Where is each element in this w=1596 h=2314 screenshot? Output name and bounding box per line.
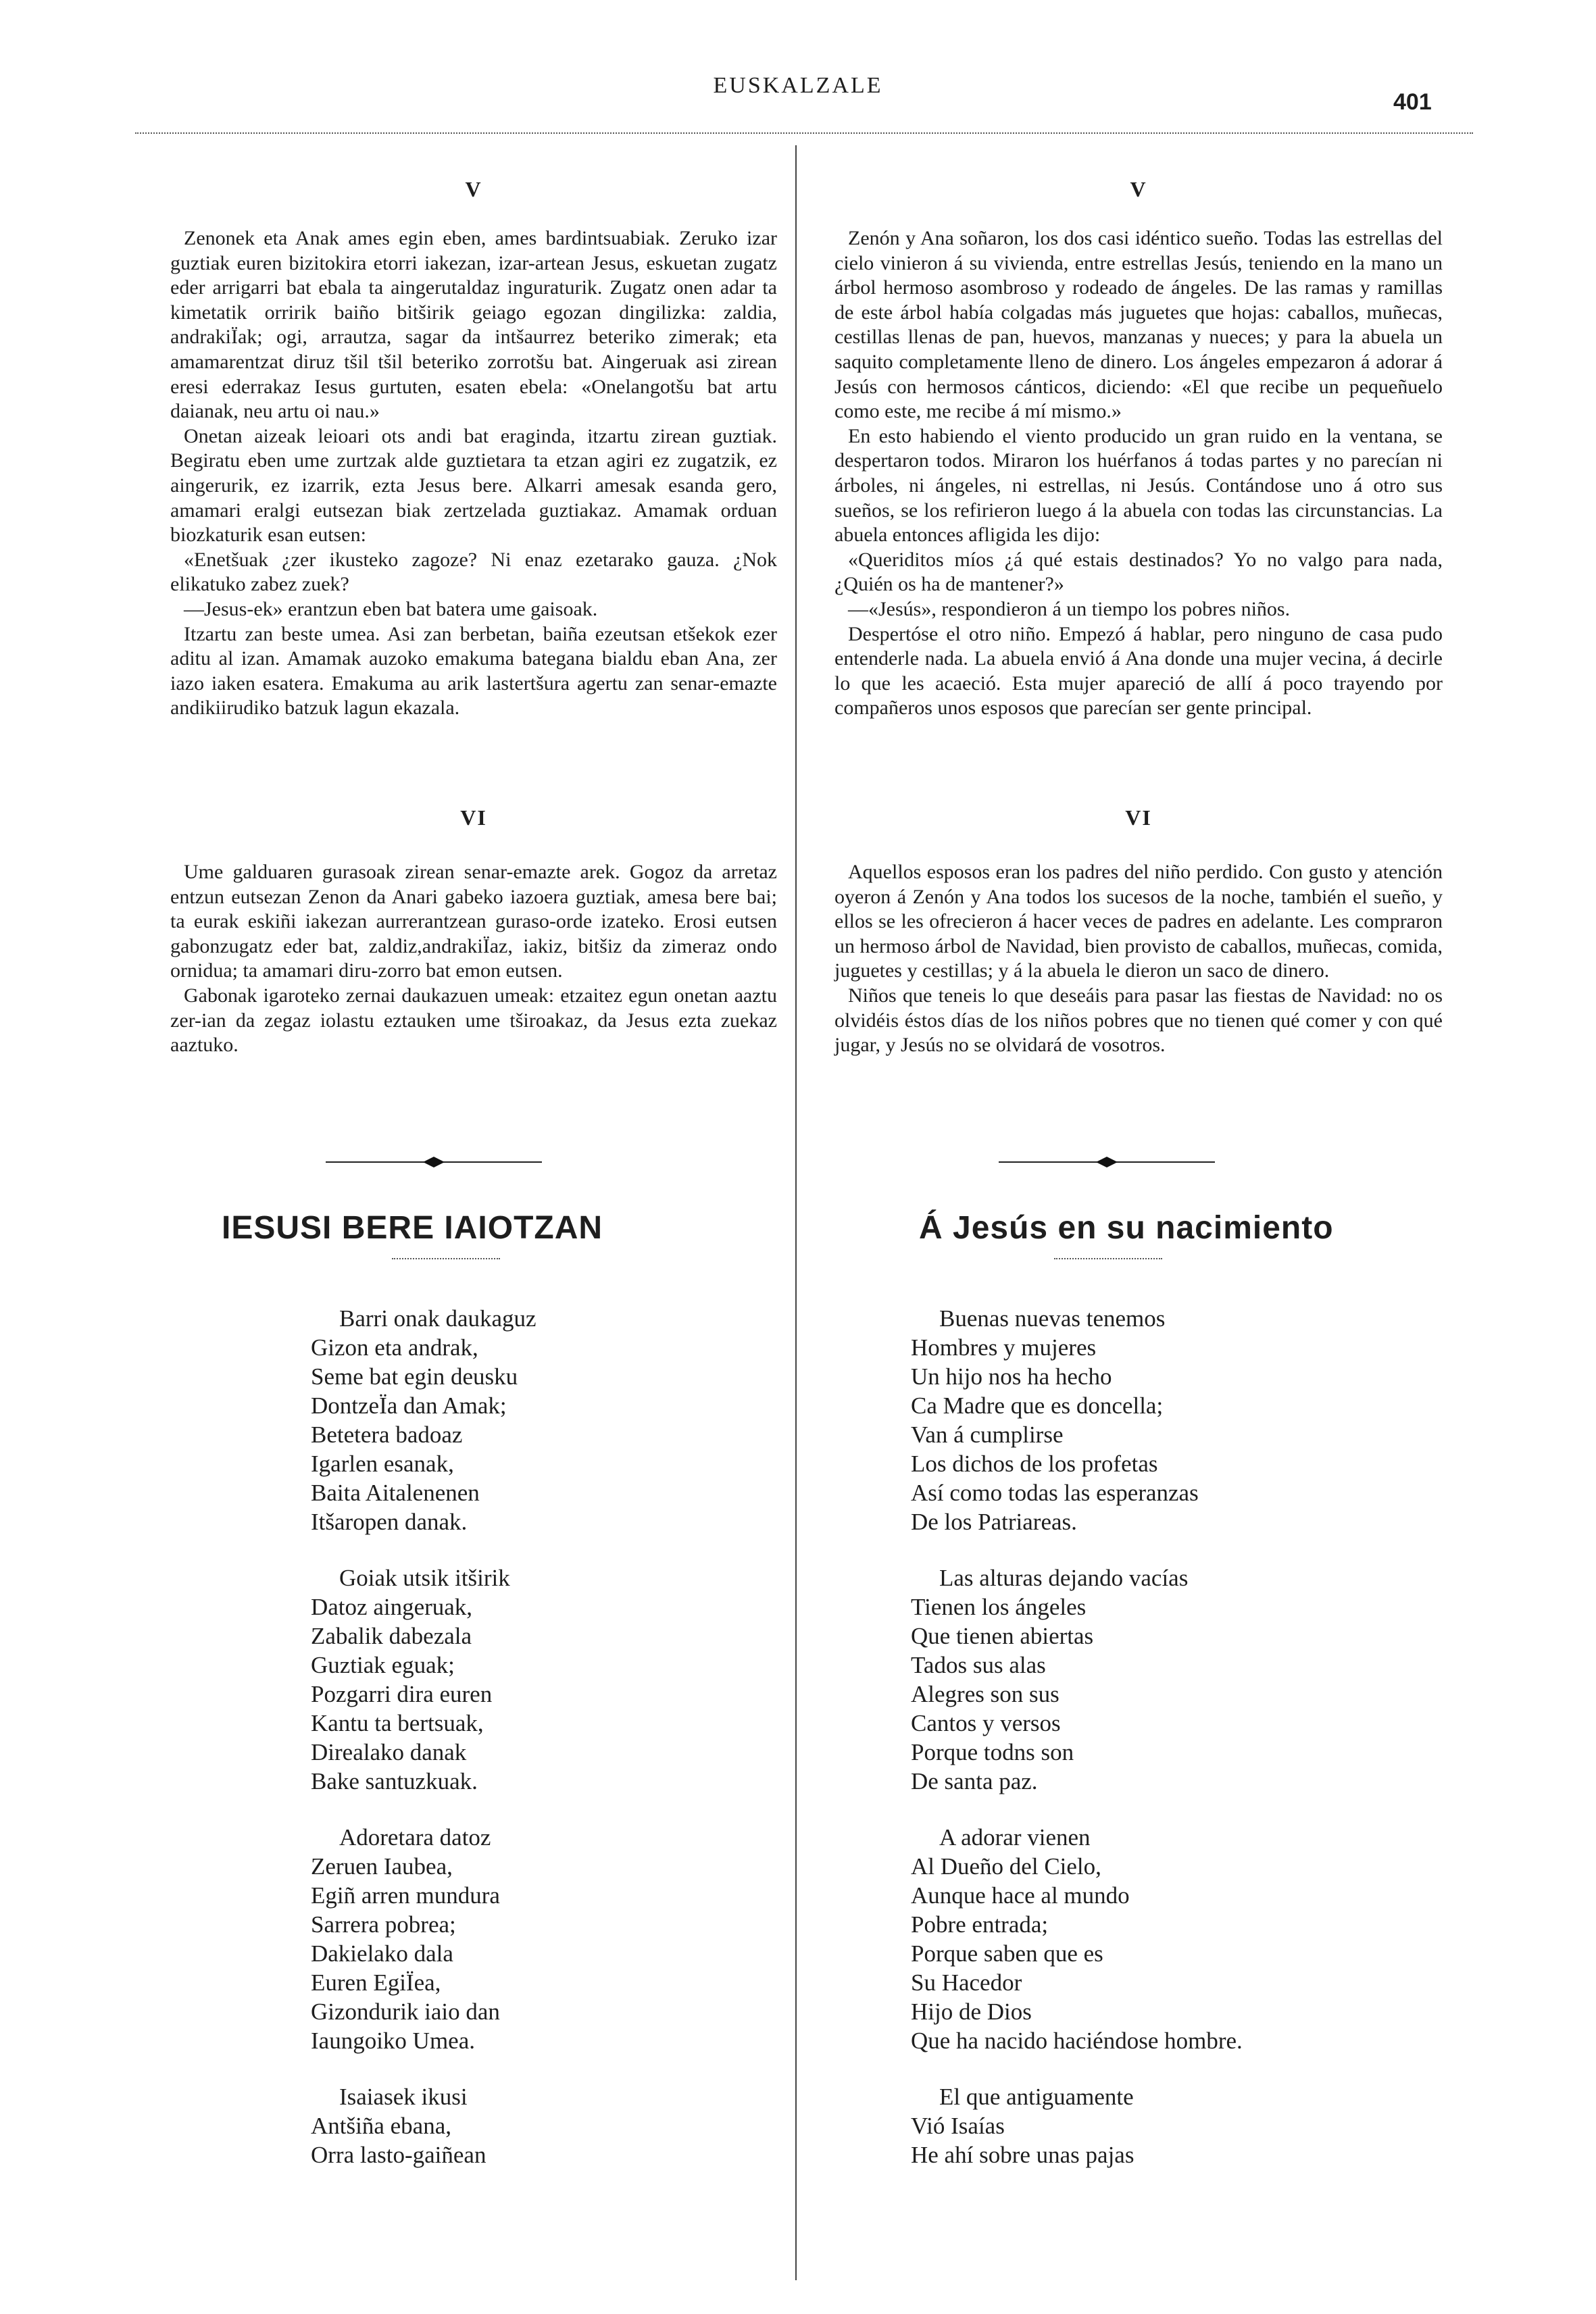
- poem-line: Zeruen Iaubea,: [311, 1853, 453, 1880]
- poem-line: De santa paz.: [911, 1768, 1038, 1794]
- right-section-vi-paragraph: Aquellos esposos eran los padres del niño perdido. Con gusto y atención oyeron á Zenón y Ana todos los sucesos de la noche, también el sueño, y ellos se les ofrecieron á hacer veces de padres en adelante. Les compraron un hermoso árbol de Navidad, bien provisto de caballos, muñecas, comida, juguetes y cestillas; y á la abuela le dieron un saco de dinero.: [834, 861, 1443, 982]
- poem-line: Iaungoiko Umea.: [311, 2028, 475, 2054]
- poem-line: Los dichos de los profetas: [911, 1451, 1158, 1477]
- poem-stanza: [311, 1304, 537, 1536]
- poem-line: Ca Madre que es doncella;: [911, 1392, 1164, 1419]
- poem-line: Isaiasek ikusi: [339, 2084, 468, 2110]
- poem-line: Direalako danak: [311, 1739, 467, 1765]
- right-section-v-paragraph: —«Jesús», respondieron á un tiempo los pobres niños.: [848, 597, 1291, 620]
- poem-stanza: [911, 1304, 1243, 1536]
- poem-line: Que ha nacido haciéndose hombre.: [911, 2028, 1243, 2054]
- poem-line: Pozgarri dira euren: [311, 1681, 493, 1707]
- right-section-vi-heading: VI: [1125, 805, 1152, 830]
- left-section-v-heading: V: [465, 177, 482, 201]
- poem-line: A adorar vienen: [939, 1824, 1091, 1851]
- poem-line: Pobre entrada;: [911, 1911, 1049, 1938]
- left-title-underline: [392, 1258, 500, 1259]
- right-poem-title: Á Jesús en su nacimiento: [919, 1210, 1334, 1246]
- right-section-v-paragraph: Despertóse el otro niño. Empezó á hablar, pero ninguno de casa pudo entenderle nada. La abuela envió á Ana donde una mujer vecina, á decirle lo que les acaeció. Esta mujer apareció de allí á poco trayendo por compañeros unos esposos que parecían ser gente principal.: [834, 622, 1443, 720]
- left-section-vi-heading: VI: [460, 805, 487, 830]
- poem-line: Tienen los ángeles: [911, 1594, 1087, 1620]
- left-section-v-paragraph: Itzartu zan beste umea. Asi zan berbetan, baiña ezeutsan etšekok ezer aditu al izan. Amamak auzoko emakuma bategana bialdu eban Ana, zer iazo iaken esatera. Emakuma au arik lastertšura agertu zan senar-emazte andikiirudiko batzuk lagun ekazala.: [170, 622, 777, 720]
- poem-line: Antšiña ebana,: [311, 2113, 451, 2139]
- poem-line: Goiak utsik itširik: [339, 1565, 510, 1591]
- poem-line: Cantos y versos: [911, 1710, 1061, 1736]
- poem-line: Hombres y mujeres: [911, 1334, 1097, 1361]
- right-ornament-rule: [999, 1157, 1215, 1167]
- right-section-vi-paragraph: Niños que teneis lo que deseáis para pasar las fiestas de Navidad: no os olvidéis éstos días de los niños pobres que no tienen qué comer y con qué jugar, y Jesús no se olvidará de vosotros.: [834, 984, 1443, 1057]
- poem-line: Gizon eta andrak,: [311, 1334, 478, 1361]
- poem-line: Kantu ta bertsuak,: [311, 1710, 484, 1736]
- left-poem-title: IESUSI BERE IAIOTZAN: [222, 1210, 603, 1246]
- ornament-diamond-icon: [1096, 1157, 1118, 1167]
- poem-line: Aunque hace al mundo: [911, 1882, 1130, 1909]
- left-section-v: [170, 177, 777, 721]
- poem-line: Igarlen esanak,: [311, 1451, 454, 1477]
- ornament-diamond-icon: [423, 1157, 445, 1167]
- poem-line: Vió Isaías: [911, 2113, 1005, 2139]
- right-section-v-paragraph: «Queriditos míos ¿á qué estais destinados? Yo no valgo para nada, ¿Quién os ha de mantener?»: [834, 548, 1443, 596]
- poem-line: Datoz aingeruak,: [311, 1594, 473, 1620]
- page-number: 401: [1393, 89, 1432, 115]
- poem-line: Bake santuzkuak.: [311, 1768, 478, 1794]
- poem-stanza: [311, 1823, 537, 2055]
- poem-line: Seme bat egin deusku: [311, 1363, 518, 1390]
- poem-line: Gizondurik iaio dan: [311, 1998, 500, 2025]
- poem-stanza: [311, 1563, 537, 1796]
- poem-line: Buenas nuevas tenemos: [939, 1305, 1166, 1332]
- poem-line: Que tienen abiertas: [911, 1623, 1094, 1649]
- poem-line: Itšaropen danak.: [311, 1509, 468, 1535]
- right-section-v-paragraph: Zenón y Ana soñaron, los dos casi idéntico sueño. Todas las estrellas del cielo vinieron á su vivienda, entre estrellas Jesús, teniendo en la mano un árbol hermoso asombroso y rodeado de ángeles. De las ramas y ramillas de este árbol había colgadas más juguetes que hojas: caballos, muñecas, cestillas llenas de pan, huevos, manzanas y nueces; y para la abuela un saquito completamente lleno de dinero. Los ángeles empezaron á adorar á Jesús con hermosos cánticos, diciendo: «El que recibe un pequeñuelo como este, me recibe á mí mismo.»: [834, 227, 1443, 423]
- poem-line: Euren EgiÏea,: [311, 1969, 441, 1996]
- poem-line: Las alturas dejando vacías: [939, 1565, 1189, 1591]
- poem-line: He ahí sobre unas pajas: [911, 2142, 1134, 2168]
- poem-line: Barri onak daukaguz: [339, 1305, 537, 1332]
- poem-line: De los Patriareas.: [911, 1509, 1077, 1535]
- poem-line: Dakielako dala: [311, 1940, 453, 1967]
- poem-line: El que antiguamente: [939, 2084, 1134, 2110]
- poem-line: Adoretara datoz: [339, 1824, 491, 1851]
- poem-line: Egiñ arren mundura: [311, 1882, 500, 1909]
- poem-line: Zabalik dabezala: [311, 1623, 472, 1649]
- right-poem: [911, 1304, 1243, 2196]
- right-section-v-heading: V: [1130, 177, 1147, 201]
- left-section-v-paragraph: Zenonek eta Anak ames egin eben, ames bardintsuabiak. Zeruko izar guztiak euren bizitokira etorri iakezan, izar-artean Jesus, eskuetan zugatz eder arrigarri bat ebala ta aingerutaldaz inguraturik. Zugatz onen adar ta kimetatik orririk baiño bitširik geiago egozan dingilizka: zaldia, andrakiÏak; ogi, arrautza, sagar da intšaurrez beteriko zimerak; eta amamarentzat diruz tšil tšil beteriko zorrotšu bat. Aingeruak asi zirean eresi ederrakaz Iesus gurtuten, esaten ebela: «Onelangotšu bat artu daianak, neu artu oi nau.»: [170, 227, 777, 423]
- poem-line: Guztiak eguak;: [311, 1652, 455, 1678]
- poem-line: Su Hacedor: [911, 1969, 1022, 1996]
- poem-line: Así como todas las esperanzas: [911, 1480, 1199, 1506]
- poem-stanza: [911, 1823, 1243, 2055]
- poem-line: Sarrera pobrea;: [311, 1911, 456, 1938]
- poem-line: DontzeÏa dan Amak;: [311, 1392, 507, 1419]
- left-section-vi-paragraph: Ume galduaren gurasoak zirean senar-emazte arek. Gogoz da arretaz entzun eutsezan Zenon da Anari gabeko iazoera guztiak, amesa bere bai; ta eurak eskiñi iakezan aurrerantzean guraso-orde izateko. Erosi eutsen gabonzugatz eder bat, zaldiz,andrakiÏaz, iakiz, bitšiz da zimeraz ondo ornidua; ta amamari diru-zorro bat emon eutsen.: [170, 861, 777, 982]
- poem-line: Tados sus alas: [911, 1652, 1046, 1678]
- poem-line: Van á cumplirse: [911, 1422, 1064, 1448]
- right-section-v-paragraph: En esto habiendo el viento producido un gran ruido en la ventana, se despertaron todos. Miraron los huérfanos á todas partes y no parecían ni árboles, ni ángeles, ni estrellas, ni Jesús. Contándose uno á otro sus sueños, se los refirieron luego á la abuela con todas las circunstancias. La abuela entonces afligida les dijo:: [834, 424, 1443, 547]
- left-section-vi-paragraph: Gabonak igaroteko zernai daukazuen umeak: etzaitez egun onetan aaztu zer-ian da zegaz iolastu eztauken ume tširoakaz, da Jesus ezta zuekaz aaztuko.: [170, 984, 777, 1057]
- poem-stanza: [911, 1563, 1243, 1796]
- poem-stanza: [311, 2082, 537, 2169]
- right-section-v: [834, 177, 1443, 721]
- poem-line: Orra lasto-gaiñean: [311, 2142, 487, 2168]
- running-title: EUSKALZALE: [713, 73, 883, 98]
- poem-line: Hijo de Dios: [911, 1998, 1032, 2025]
- column-rule: [795, 145, 797, 2280]
- poem-line: Porque todns son: [911, 1739, 1074, 1765]
- right-title-underline: [1054, 1258, 1162, 1259]
- left-section-v-paragraph: Onetan aizeak leioari ots andi bat eragindа, itzartu zirean guztiak. Begiratu eben ume zurtzak alde guztietara ta etzan agiri ez zugatzik, ez aingerurik, ez izarrik, ezta Jesus bere. Alkarri amesak esanda gero, amamari eralgi eutsezan biak zertzelada guztiakaz. Amamak orduan biozkaturik esan eutsen:: [170, 424, 777, 547]
- left-poem: [311, 1304, 537, 2196]
- header-rule: [135, 132, 1473, 134]
- poem-line: Al Dueño del Cielo,: [911, 1853, 1101, 1880]
- left-section-v-paragraph: —Jesus-ek» erantzun eben bat batera ume gaisoak.: [184, 597, 598, 620]
- poem-line: Baita Aitalenenen: [311, 1480, 480, 1506]
- poem-line: Porque saben que es: [911, 1940, 1103, 1967]
- left-ornament-rule: [326, 1157, 542, 1167]
- left-section-vi: [170, 805, 777, 1058]
- right-section-vi: [834, 805, 1443, 1058]
- poem-line: Betetera badoaz: [311, 1422, 463, 1448]
- poem-line: Un hijo nos ha hecho: [911, 1363, 1112, 1390]
- left-section-v-paragraph: «Enetšuak ¿zer ikusteko zagoze? Ni enaz ezetarako gauza. ¿Nok elikatuko zabez zuek?: [170, 548, 777, 596]
- poem-line: Alegres son sus: [911, 1681, 1059, 1707]
- poem-stanza: [911, 2082, 1243, 2169]
